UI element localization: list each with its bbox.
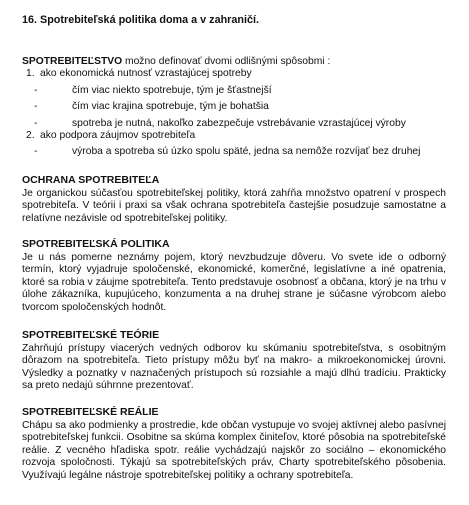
dash-item: - čím viac niekto spotrebuje, tým je šťastnejší [22,85,462,97]
section-heading: SPOTREBITEĽSKÉ REÁLIE [22,406,159,418]
intro-heading: SPOTREBITEĽSTVO [22,56,123,67]
section-body: Zahrňujú prístupy viacerých vedných odborov ku skúmaniu spotrebiteľstva, s osobitným dôrazom na spotrebiteľa. Tieto prístupy môžu byť na makro- a mikroekonomickej úrovni. Výsledky a poznatky v naznačených prístupoch sú rozsiahle a majú dlhú tradíciu. Prakticky sa preto nedajú súhrnne prezentovať. [22,343,446,392]
section-heading: SPOTREBITEĽSKÁ POLITIKA [22,238,170,250]
list-item-2 [22,130,462,142]
section-spotrebitelska-politika [22,238,446,314]
dash-item: - spotreba je nutná, nakoľko zabezpečuje vstrebávanie vzrastajúcej výroby [22,118,462,130]
section-body: Je u nás pomerne neznámy pojem, ktorý nevzbudzuje dôveru. Vo svete ide o odborný termín, ktorý vyjadruje spoločenské, ekonomické, komerčné, legislatívne a iné opatrenia, ktoré sa robia v záujme spotrebiteľa. Tento predstavuje osobnosť a občana, ktorý je na trhu v úlohe zákazníka, kupujúceho, konzumenta a na druhej strane je súčasne výrobcom alebo tvorcom spoločenských hodnôt. [22,252,446,313]
list-item-2-label: ako podpora záujmov spotrebiteľa [40,130,196,142]
list-item-2-number: 2. [26,130,35,142]
list-item-1-number: 1. [26,68,35,80]
intro-text: možno definovať dvomi odlišnými spôsobmi : [122,56,331,67]
section-ochrana-spotrebitela [22,174,446,225]
page-title: 16. Spotrebiteľská politika doma a v zahraničí. [22,14,259,26]
section-spotrebitelske-teorie [22,329,446,393]
list-item-1 [22,68,462,80]
section-body: Chápu sa ako podmienky a prostredie, kde občan vystupuje vo svojej aktívnej alebo pasívnej spotrebiteľskej funkcii. Osobitne sa skúma komplex činiteľov, ktoré pôsobia na spotrebiteľské reálie. Z vecného hľadiska spotr. reálie vychádzajú najskôr zo sociálno – ekonomického rozvoja spoločnosti. Týkajú sa spotrebiteľských práv, Charty spotrebiteľského pôsobenia. Využívajú legálne nástroje spotrebiteľskej politiky a ochrany spotrebiteľa. [22,420,446,481]
dash-item: - výroba a spotreba sú úzko spolu späté, jedna sa nemôže rozvíjať bez druhej [22,146,462,158]
list-item-1-label: ako ekonomická nutnosť vzrastajúcej spotreby [40,68,252,80]
intro-definition [22,56,462,68]
section-body: Je organickou súčasťou spotrebiteľskej politiky, ktorá zahŕňa množstvo opatrení v prospech spotrebiteľa. V teórii i praxi sa však ochrana spotrebiteľa častejšie posudzuje samostatne a relatívne nezávisle od spotrebiteľskej politiky. [22,188,446,224]
intro-block [22,56,462,159]
section-heading: SPOTREBITEĽSKÉ TEÓRIE [22,329,160,341]
dash-item: - čím viac krajina spotrebuje, tým je bohatšia [22,101,462,113]
section-spotrebitelske-realie [22,406,446,482]
section-heading: OCHRANA SPOTREBITEĽA [22,174,160,186]
